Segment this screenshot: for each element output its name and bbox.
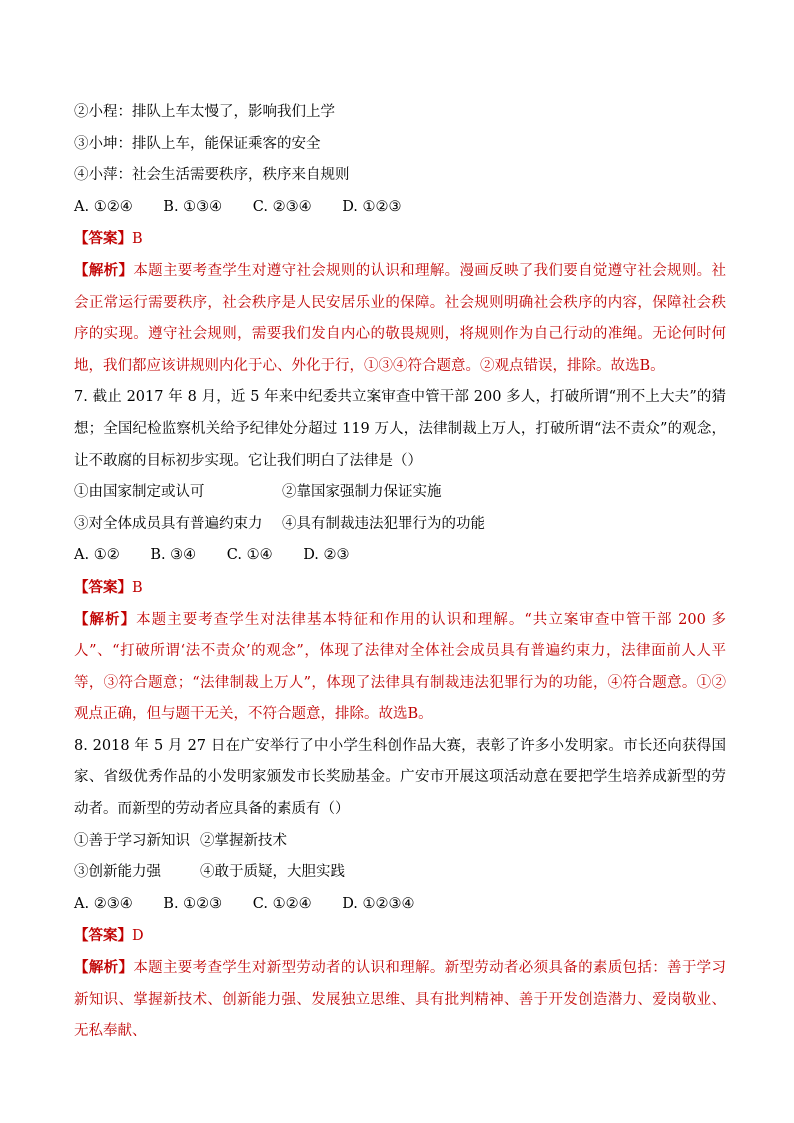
q8-choice-c: C. ①②④ (252, 895, 312, 912)
q8-analysis (74, 952, 726, 1048)
q7-analysis-label: 【解析】 (74, 610, 137, 628)
q7-options-row-1 (74, 477, 730, 509)
q8-option-3: ③创新能力强 (74, 864, 161, 881)
q6-choice-b: B. ①③④ (163, 198, 223, 215)
q7-choice-d: D. ②③ (303, 547, 350, 564)
q6-choice-a: A. ①②④ (74, 198, 133, 215)
q7-answer (74, 572, 730, 604)
q7-analysis-text: 本题主要考查学生对法律基本特征和作用的认识和理解。“共立案审查中管干部 200 多人”、“打破所谓‘法不责众’的观念”，体现了法律对全体社会成员具有普遍约束力，法律面前人人平等，③符合题意；“法律制裁上万人”，体现了法律具有制裁违法犯罪行为的功能，④符合题意。①②观点正确，但与题干无关，不符合题意，排除。故选B。 (74, 611, 727, 723)
q6-option-2: ②小程：排队上车太慢了，影响我们上学 (74, 104, 335, 120)
q6-option-3: ③小坤：排队上车，能保证乘客的安全 (74, 135, 321, 152)
q8-answer-value: D (132, 928, 144, 945)
q8-options-row-1 (74, 826, 730, 858)
q6-choice-d: D. ①②③ (342, 198, 402, 215)
q6-answer-label: 【答案】 (74, 230, 132, 248)
q7-option-4: ④具有制裁违法犯罪行为的功能 (282, 515, 485, 532)
q6-analysis-label: 【解析】 (74, 261, 134, 279)
q7-option-2: ②靠国家强制力保证实施 (282, 484, 442, 501)
q6-choices (74, 192, 730, 224)
q7-stem: 7. 截止 2017 年 8 月，近 5 年来中纪委共立案审查中管干部 200 多人，打破所谓“刑不上大夫”的猜想；全国纪检监察机关给予纪律处分超过 119 万人，法律制裁上万人，打破所谓“法不责众”的观念，让不敢腐的目标初步实现。它让我们明白了法律是（） (74, 389, 726, 469)
q8-answer (74, 920, 730, 952)
q8-analysis-label: 【解析】 (74, 959, 134, 977)
q8-analysis-text: 本题主要考查学生对新型劳动者的认识和理解。新型劳动者必须具备的素质包括：善于学习新知识、掌握新技术、创新能力强、发展独立思维、具有批判精神、善于开发创造潜力、爱岗敬业、无私奉献、 (74, 960, 727, 1040)
q8-stem: 8. 2018 年 5 月 27 日在广安举行了中小学生科创作品大赛，表彰了许多小发明家。市长还向获得国家、省级优秀作品的小发明家颁发市长奖励基金。广安市开展这项活动意在要把学生培养成新型的劳动者。而新型的劳动者应具备的素质有（） (74, 737, 726, 818)
q7-choice-a: A. ①② (74, 547, 120, 564)
q8-option-4: ④敢于质疑，大胆实践 (200, 864, 345, 881)
q7-choice-c: C. ①④ (226, 547, 273, 564)
q6-choice-c: C. ②③④ (252, 198, 312, 215)
q6-analysis (74, 255, 726, 382)
q8-option-1: ①善于学习新知识 (74, 832, 190, 849)
q8-answer-label: 【答案】 (74, 927, 132, 945)
q6-option-4: ④小萍：社会生活需要秩序，秩序来自规则 (74, 167, 350, 184)
q8-options-row-2 (74, 857, 730, 889)
q8-choice-b: B. ①②③ (163, 895, 223, 912)
q7-choice-b: B. ③④ (150, 547, 197, 564)
q7-answer-value: B (132, 579, 143, 596)
q6-answer-value: B (132, 231, 143, 248)
q8-choice-d: D. ①②③④ (342, 895, 415, 912)
q7-option-1: ①由国家制定或认可 (74, 484, 205, 501)
q7-analysis (74, 604, 726, 731)
q8-choice-a: A. ②③④ (74, 895, 133, 912)
q7-choices (74, 540, 730, 572)
q8-option-2: ②掌握新技术 (200, 832, 287, 849)
document-page (74, 97, 730, 1048)
q7-option-3: ③对全体成员具有普遍约束力 (74, 515, 263, 532)
q8-choices (74, 889, 730, 921)
q6-analysis-text: 本题主要考查学生对遵守社会规则的认识和理解。漫画反映了我们要自觉遵守社会规则。社会正常运行需要秩序，社会秩序是人民安居乐业的保障。社会规则明确社会秩序的内容，保障社会秩序的实现。遵守社会规则，需要我们发自内心的敬畏规则，将规则作为自己行动的准绳。无论何时何地，我们都应该讲规则内化于心、外化于行，①③④符合题意。②观点错误，排除。故选B。 (74, 262, 727, 374)
q6-answer (74, 223, 730, 255)
q7-answer-label: 【答案】 (74, 578, 132, 596)
q7-options-row-2 (74, 509, 730, 541)
